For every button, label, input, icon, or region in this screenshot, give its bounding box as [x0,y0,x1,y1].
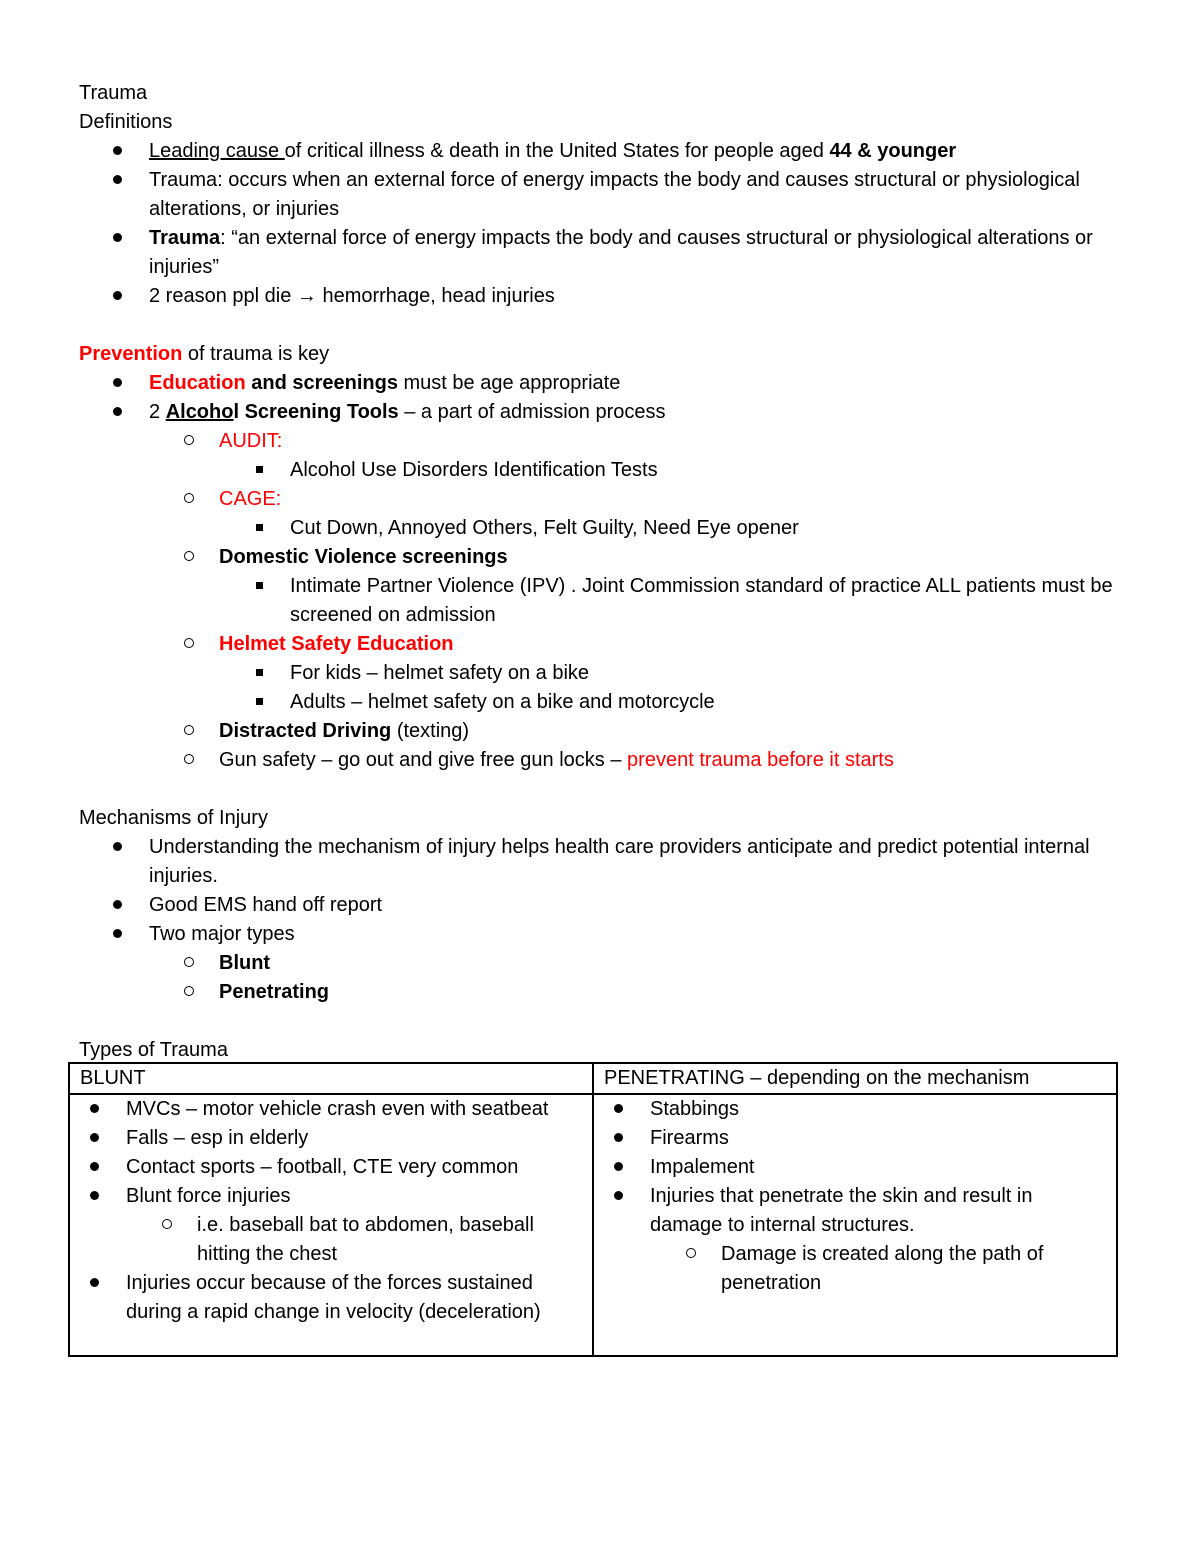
list-item: Impalement [604,1153,1108,1182]
circle-bullet-icon [184,717,194,746]
definitions-list [79,137,1124,311]
mechanisms-list [79,833,1124,1007]
list-item: Stabbings [604,1095,1108,1124]
table-header-row [69,1063,1117,1094]
list-item: Blunt force injuries [80,1182,584,1211]
bullet-icon [90,1269,99,1298]
circle-bullet-icon [184,746,194,775]
blunt-list [80,1095,584,1327]
penetrating-cell [593,1094,1117,1356]
list-item: Damage is created along the path of penetration [604,1240,1108,1298]
bullet-icon [113,833,122,862]
bullet-icon [90,1095,99,1124]
square-bullet-icon [256,688,263,717]
circle-bullet-icon [184,630,194,659]
bullet-icon [90,1124,99,1153]
bullet-icon [614,1095,623,1124]
definitions-heading: Definitions [79,111,173,133]
list-item: Intimate Partner Violence (IPV) . Joint Commission standard of practice ALL patients must be screened on admission [79,572,1124,630]
list-item: Injuries occur because of the forces sustained during a rapid change in velocity (deceleration) [80,1269,584,1327]
bullet-icon [90,1153,99,1182]
types-of-trauma-table [68,1062,1118,1357]
square-bullet-icon [256,456,263,485]
document-page [79,79,1124,1065]
list-item: Blunt [79,949,1124,978]
list-item: 2 reason ppl die → hemorrhage, head injuries [79,282,1124,311]
list-item: Contact sports – football, CTE very common [80,1153,584,1182]
list-item: Distracted Driving (texting) [79,717,1124,746]
blunt-header: BLUNT [69,1063,593,1094]
circle-bullet-icon [686,1240,696,1269]
list-item: Helmet Safety Education [79,630,1124,659]
list-item: Adults – helmet safety on a bike and motorcycle [79,688,1124,717]
list-item: CAGE: [79,485,1124,514]
types-table-caption: Types of Trauma [79,1039,228,1061]
list-item: 2 Alcohol Screening Tools – a part of admission process [79,398,1124,427]
list-item: Trauma: “an external force of energy impacts the body and causes structural or physiological alterations or injuries” [79,224,1124,282]
square-bullet-icon [256,659,263,688]
list-item: Trauma: occurs when an external force of energy impacts the body and causes structural or physiological alterations, or injuries [79,166,1124,224]
bullet-icon [614,1124,623,1153]
bullet-icon [90,1182,99,1211]
penetrating-list [604,1095,1108,1298]
bullet-icon [113,891,122,920]
list-item: Good EMS hand off report [79,891,1124,920]
bullet-icon [614,1153,623,1182]
list-item: Penetrating [79,978,1124,1007]
bullet-icon [113,920,122,949]
list-item: Alcohol Use Disorders Identification Tests [79,456,1124,485]
bullet-icon [113,282,122,311]
bullet-icon [113,398,122,427]
list-item: Two major types [79,920,1124,949]
list-item: Falls – esp in elderly [80,1124,584,1153]
circle-bullet-icon [184,978,194,1007]
list-item: Domestic Violence screenings [79,543,1124,572]
arrow-icon: → [296,285,317,307]
prevention-list [79,369,1124,775]
circle-bullet-icon [184,543,194,572]
circle-bullet-icon [184,427,194,456]
mechanisms-heading: Mechanisms of Injury [79,807,268,829]
bullet-icon [113,369,122,398]
prevention-heading: Prevention of trauma is key [79,343,330,365]
circle-bullet-icon [184,485,194,514]
circle-bullet-icon [162,1211,172,1240]
bullet-icon [113,166,122,195]
bullet-icon [113,137,122,166]
list-item: Understanding the mechanism of injury helps health care providers anticipate and predict potential internal injuries. [79,833,1124,891]
list-item: AUDIT: [79,427,1124,456]
document-title: Trauma [79,82,148,104]
list-item: Leading cause of critical illness & death in the United States for people aged 44 & younger [79,137,1124,166]
square-bullet-icon [256,514,263,543]
circle-bullet-icon [184,949,194,978]
list-item: Gun safety – go out and give free gun locks – prevent trauma before it starts [79,746,1124,775]
square-bullet-icon [256,572,263,601]
list-item: i.e. baseball bat to abdomen, baseball hitting the chest [80,1211,584,1269]
table-row [69,1094,1117,1356]
list-item: Firearms [604,1124,1108,1153]
list-item: For kids – helmet safety on a bike [79,659,1124,688]
list-item: MVCs – motor vehicle crash even with seatbeat [80,1095,584,1124]
bullet-icon [113,224,122,253]
bullet-icon [614,1182,623,1211]
list-item: Education and screenings must be age appropriate [79,369,1124,398]
list-item: Injuries that penetrate the skin and result in damage to internal structures. [604,1182,1108,1240]
list-item: Cut Down, Annoyed Others, Felt Guilty, Need Eye opener [79,514,1124,543]
penetrating-header: PENETRATING – depending on the mechanism [593,1063,1117,1094]
blunt-cell [69,1094,593,1356]
